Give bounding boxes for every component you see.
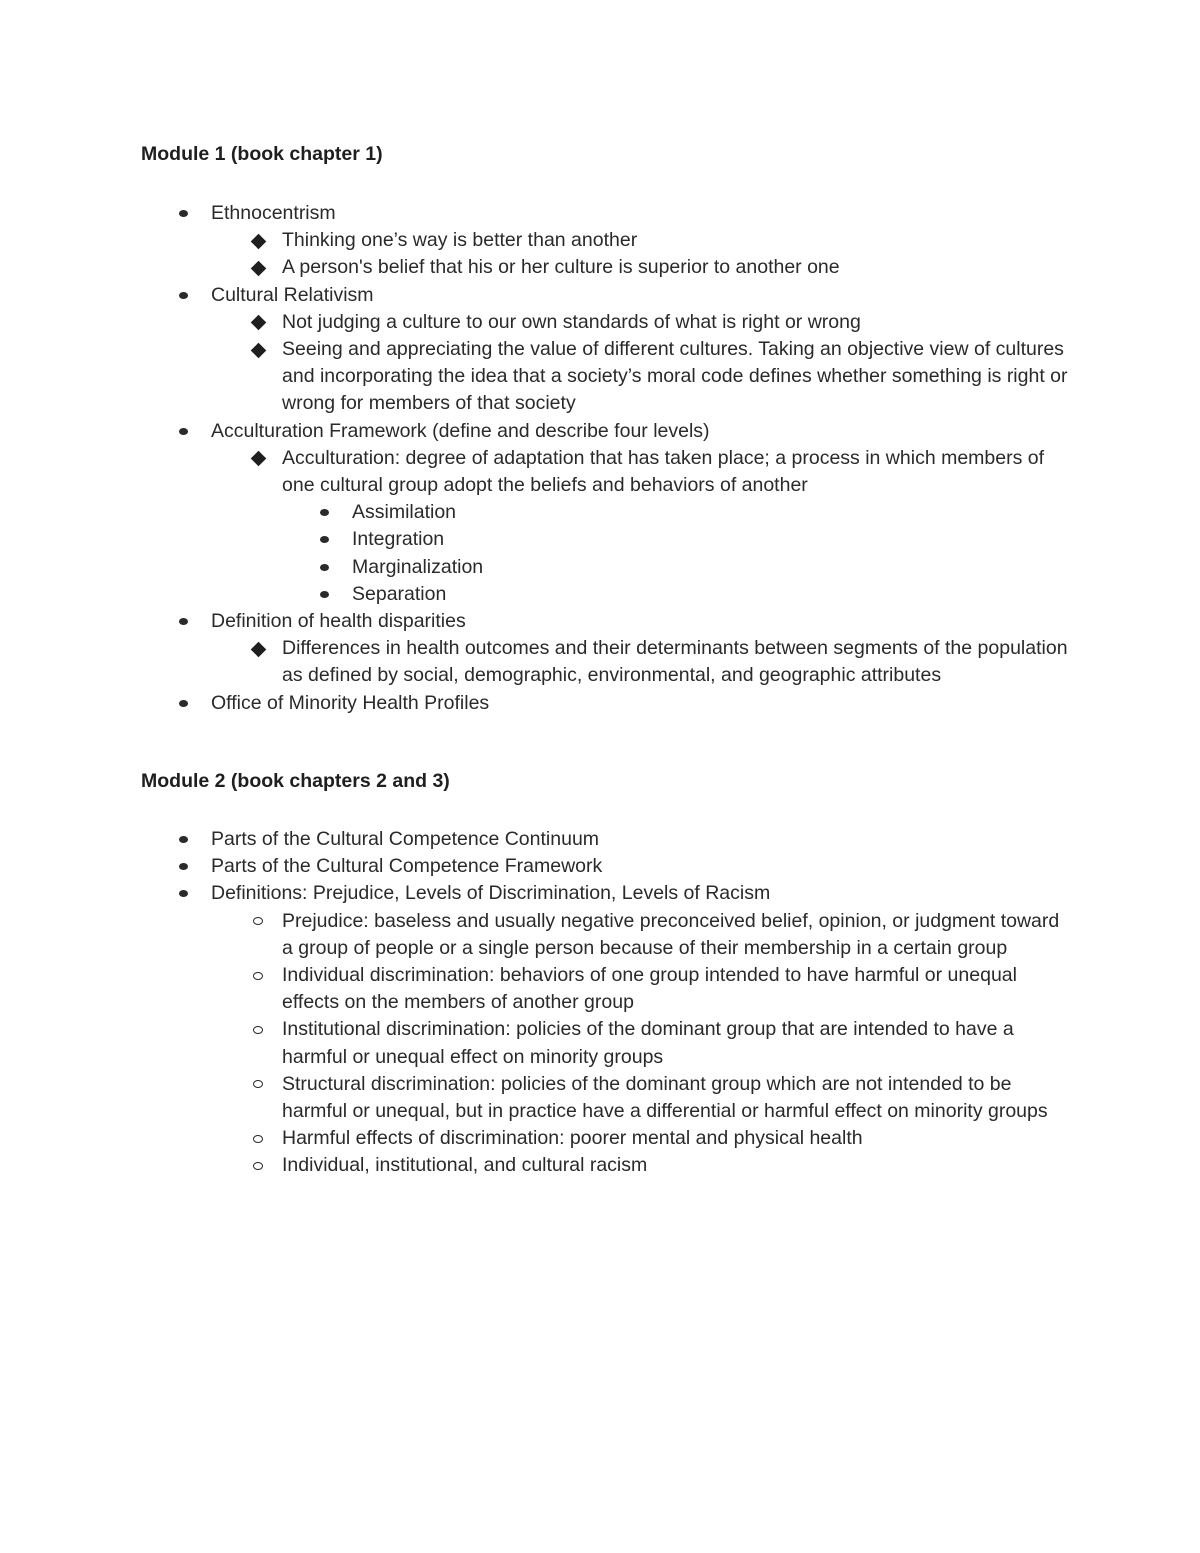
list-item-text: Structural discrimination: policies of the dominant group which are not intended to be harmful or unequal, but in practice have a differential or harmful effect on minority groups [282, 1072, 1048, 1123]
list-item [0, 1125, 1072, 1152]
list-item-text: Separation [352, 582, 447, 605]
hollow-bullet-icon [248, 1016, 268, 1043]
list-item [0, 227, 1072, 254]
diamond-bullet-icon [248, 309, 268, 336]
list-item [0, 200, 1071, 227]
list-item [0, 608, 1071, 635]
list-item-text: Acculturation: degree of adaptation that has taken place; a process in which members of one cultural group adopt the beliefs and behaviors of another [282, 446, 1045, 497]
bullet-icon [176, 608, 190, 635]
list-item-text: Harmful effects of discrimination: poorer mental and physical health [282, 1127, 863, 1150]
bullet-icon [176, 853, 190, 880]
list-item-text: Parts of the Cultural Competence Continuum [211, 828, 600, 850]
bullet-icon [176, 282, 190, 309]
module-2-heading: Module 2 (book chapters 2 and 3) [141, 770, 450, 792]
list-item [0, 445, 1072, 499]
list-item-text: Assimilation [352, 501, 457, 524]
hollow-bullet-icon [248, 1152, 268, 1179]
list-item-text: Thinking one’s way is better than another [282, 229, 638, 252]
list-item [0, 526, 1072, 553]
list-item-text: Office of Minority Health Profiles [211, 691, 490, 714]
list-item-text: Individual, institutional, and cultural racism [282, 1154, 648, 1177]
list-item [0, 853, 1071, 880]
list-item-text: Institutional discrimination: policies of the dominant group that are intended to have a harmful or unequal effect on minority groups [282, 1018, 1014, 1068]
bullet-icon [317, 526, 331, 553]
list-item-text: Not judging a culture to our own standards of what is right or wrong [282, 310, 861, 333]
hollow-bullet-icon [248, 1071, 268, 1098]
list-item [0, 499, 1072, 526]
list-item-text: Differences in health outcomes and their determinants between segments of the population as defined by social, demographic, environmental, and geographic attributes [282, 637, 1068, 687]
list-item-text: Prejudice: baseless and usually negative preconceived belief, opinion, or judgment toward a group of people or a single person because of their membership in a certain group [282, 909, 1060, 959]
list-item [0, 1152, 1072, 1179]
module-1-list [0, 200, 1200, 717]
diamond-bullet-icon [248, 635, 268, 662]
list-item [0, 1071, 1072, 1125]
hollow-bullet-icon [248, 908, 268, 935]
bullet-icon [317, 581, 331, 608]
list-item [0, 1016, 1072, 1070]
diamond-bullet-icon [248, 336, 268, 363]
list-item-text: Marginalization [352, 555, 484, 578]
diamond-bullet-icon [248, 254, 268, 281]
bullet-icon [176, 826, 190, 853]
list-item [0, 282, 1071, 309]
module-2-list [0, 826, 1200, 1180]
list-item [0, 581, 1072, 608]
list-item [0, 336, 1072, 418]
bullet-icon [317, 499, 331, 526]
list-item [0, 554, 1072, 581]
bullet-icon [176, 418, 190, 445]
list-item-text: Seeing and appreciating the value of different cultures. Taking an objective view of cultures and incorporating the idea that a society’s moral code defines whether something is right or wrong for members of that society [282, 338, 1068, 415]
bullet-icon [317, 554, 331, 581]
list-item [0, 635, 1072, 689]
hollow-bullet-icon [248, 1125, 268, 1152]
list-item [0, 826, 1071, 853]
list-item [0, 418, 1071, 445]
list-item [0, 908, 1072, 962]
list-item-text: Parts of the Cultural Competence Framework [211, 855, 603, 878]
list-item [0, 880, 1071, 907]
list-item [0, 254, 1072, 281]
list-item-text: Acculturation Framework (define and describe four levels) [211, 419, 710, 442]
list-item [0, 309, 1072, 336]
list-item-text: A person's belief that his or her culture is superior to another one [282, 256, 840, 279]
module-1-heading: Module 1 (book chapter 1) [141, 143, 383, 165]
bullet-icon [176, 690, 190, 717]
list-item-text: Definition of health disparities [211, 610, 466, 633]
list-item [0, 690, 1071, 717]
bullet-icon [176, 200, 190, 227]
diamond-bullet-icon [248, 445, 268, 472]
list-item [0, 962, 1072, 1016]
list-item-text: Ethnocentrism [211, 202, 336, 224]
list-item-text: Definitions: Prejudice, Levels of Discrimination, Levels of Racism [211, 882, 771, 905]
diamond-bullet-icon [248, 227, 268, 254]
list-item-text: Cultural Relativism [211, 283, 374, 306]
bullet-icon [176, 880, 190, 907]
hollow-bullet-icon [248, 962, 268, 989]
list-item-text: Individual discrimination: behaviors of one group intended to have harmful or unequal effects on the members of another group [282, 964, 1017, 1014]
list-item-text: Integration [352, 528, 445, 551]
